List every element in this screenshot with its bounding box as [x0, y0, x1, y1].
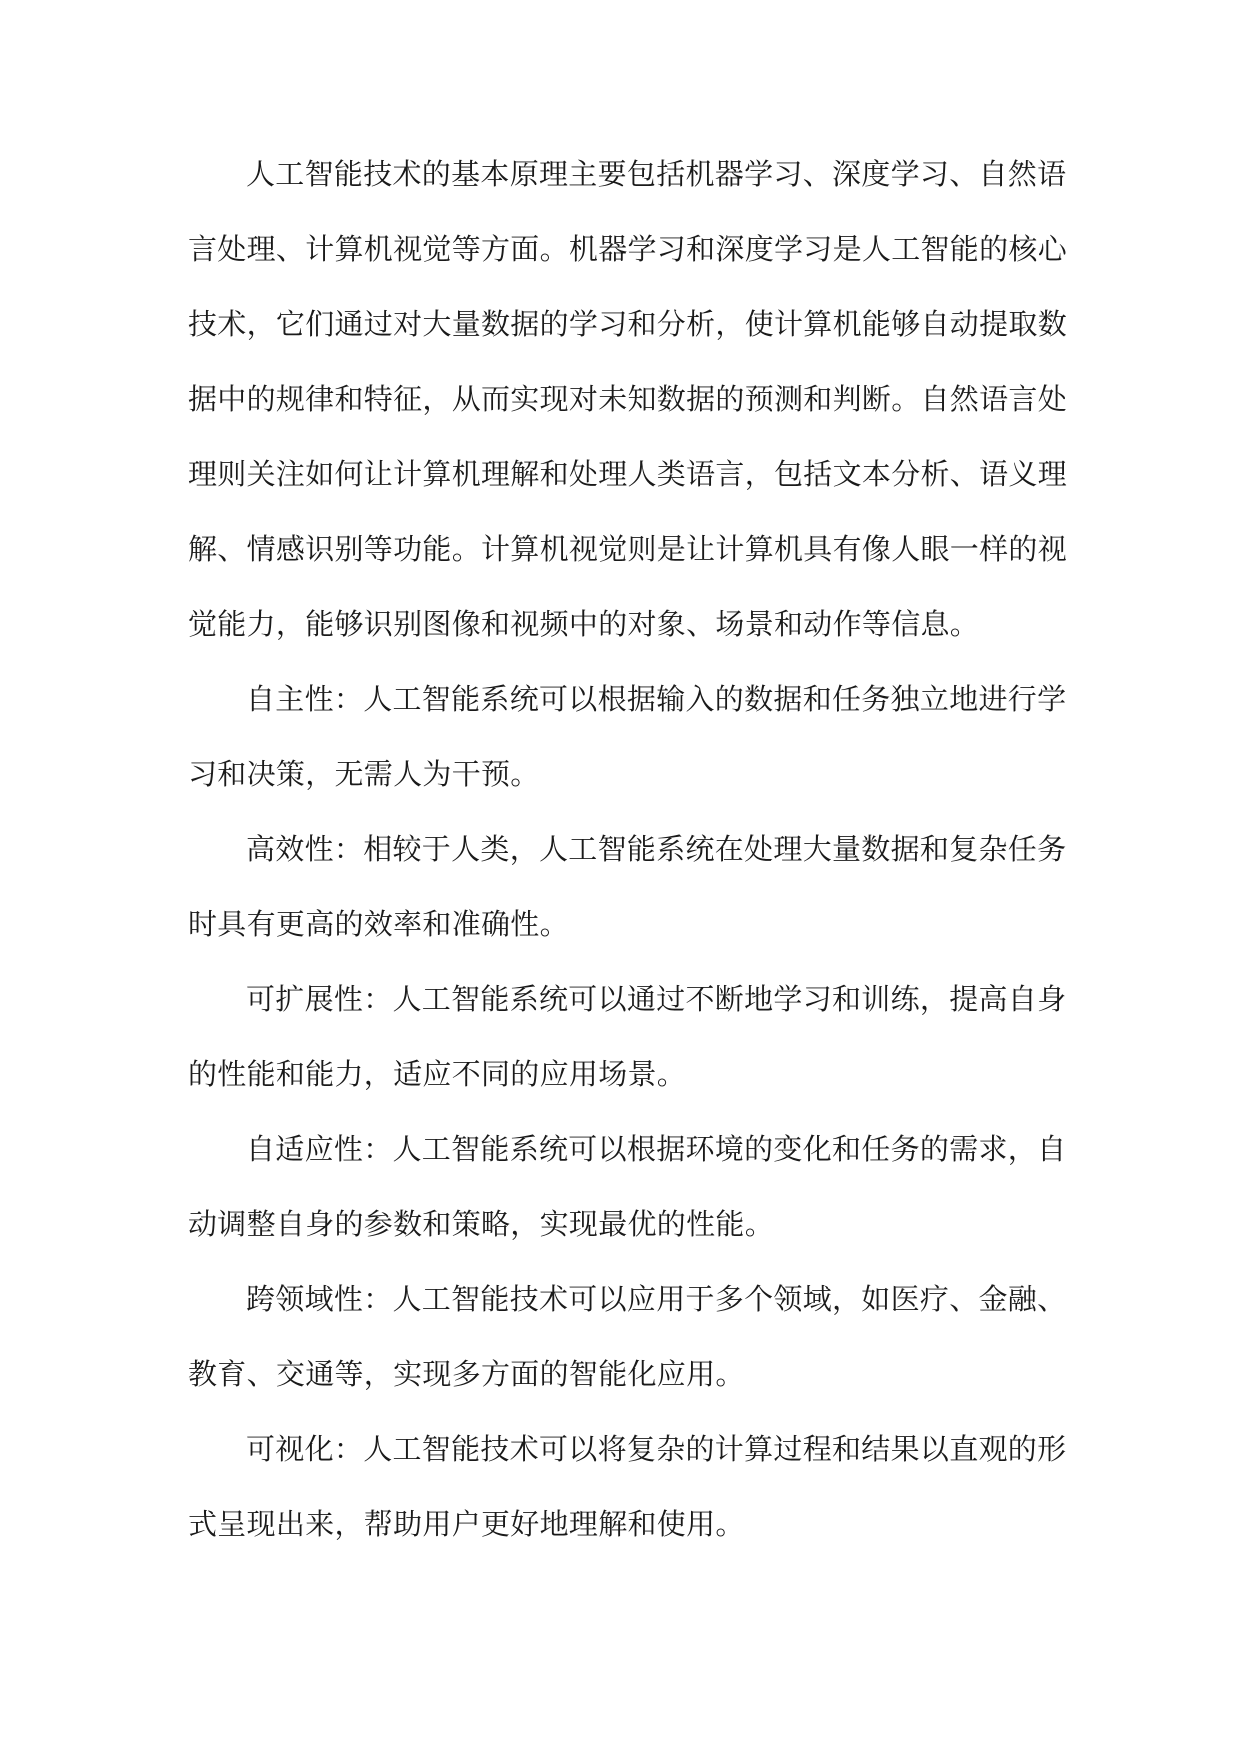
- text-line: 人工智能技术的基本原理主要包括机器学习、深度学习、自然语: [246, 157, 1067, 191]
- text-line: 自适应性：人工智能系统可以根据环境的变化和任务的需求，自: [246, 1132, 1067, 1166]
- text-line: 可扩展性：人工智能系统可以通过不断地学习和训练，提高自身: [246, 982, 1067, 1016]
- text-line: 据中的规律和特征，从而实现对未知数据的预测和判断。自然语言处: [188, 382, 1068, 416]
- text-line: 言处理、计算机视觉等方面。机器学习和深度学习是人工智能的核心: [188, 232, 1068, 266]
- paragraph-cross-domain: [188, 1262, 1067, 1412]
- text-line: 理则关注如何让计算机理解和处理人类语言，包括文本分析、语义理: [188, 457, 1068, 491]
- text-line: 技术，它们通过对大量数据的学习和分析，使计算机能够自动提取数: [188, 307, 1068, 341]
- document-body: [188, 137, 1068, 1562]
- text-line: 可视化：人工智能技术可以将复杂的计算过程和结果以直观的形: [246, 1432, 1067, 1466]
- text-line: 的性能和能力，适应不同的应用场景。: [188, 1057, 687, 1091]
- paragraph-autonomy: [188, 662, 1067, 812]
- paragraph-visualization: [188, 1412, 1067, 1562]
- text-line: 动调整自身的参数和策略，实现最优的性能。: [188, 1207, 775, 1241]
- text-line: 高效性：相较于人类，人工智能系统在处理大量数据和复杂任务: [246, 832, 1067, 866]
- text-line: 跨领域性：人工智能技术可以应用于多个领域，如医疗、金融、: [246, 1282, 1067, 1316]
- paragraph-adaptability: [188, 1112, 1067, 1262]
- text-line: 自主性：人工智能系统可以根据输入的数据和任务独立地进行学: [246, 682, 1067, 716]
- paragraph-principles: [188, 137, 1068, 662]
- paragraph-scalability: [188, 962, 1067, 1112]
- text-line: 时具有更高的效率和准确性。: [188, 907, 569, 941]
- text-line: 习和决策，无需人为干预。: [188, 757, 540, 791]
- text-line: 式呈现出来，帮助用户更好地理解和使用。: [188, 1507, 745, 1541]
- paragraph-efficiency: [188, 812, 1067, 962]
- text-line: 解、情感识别等功能。计算机视觉则是让计算机具有像人眼一样的视: [188, 532, 1068, 566]
- text-line: 觉能力，能够识别图像和视频中的对象、场景和动作等信息。: [188, 607, 980, 641]
- text-line: 教育、交通等，实现多方面的智能化应用。: [188, 1357, 745, 1391]
